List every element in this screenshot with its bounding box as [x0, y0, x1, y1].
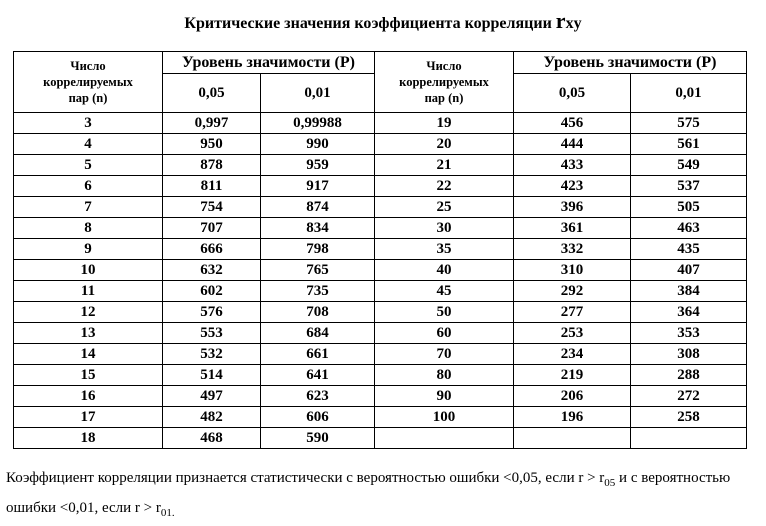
table-row — [14, 260, 747, 281]
cell-left-n: 10 — [14, 260, 163, 281]
table-body — [14, 113, 747, 449]
cell-left-n: 14 — [14, 344, 163, 365]
table-row — [14, 134, 747, 155]
table-row — [14, 176, 747, 197]
table-row — [14, 302, 747, 323]
cell-right-p01: 353 — [631, 323, 747, 344]
cell-right-n — [375, 428, 514, 449]
critical-values-table — [13, 51, 747, 449]
cell-left-p05: 497 — [163, 386, 261, 407]
cell-right-p05: 433 — [514, 155, 631, 176]
cell-left-p01: 606 — [261, 407, 375, 428]
table-row — [14, 407, 747, 428]
cell-left-p05: 553 — [163, 323, 261, 344]
cell-right-p01 — [631, 428, 747, 449]
cell-left-p01: 661 — [261, 344, 375, 365]
cell-right-n: 35 — [375, 239, 514, 260]
table-row — [14, 428, 747, 449]
cell-left-p05: 707 — [163, 218, 261, 239]
title-symbol: r — [555, 8, 566, 33]
cell-left-n: 18 — [14, 428, 163, 449]
header-n-right: Число коррелируемых пар (n) — [375, 52, 514, 113]
cell-right-p01: 561 — [631, 134, 747, 155]
header-p01-left: 0,01 — [261, 74, 375, 113]
cell-right-p01: 575 — [631, 113, 747, 134]
cell-right-p01: 384 — [631, 281, 747, 302]
table-row — [14, 386, 747, 407]
cell-right-p05: 277 — [514, 302, 631, 323]
page-title — [0, 8, 766, 34]
cell-left-p05: 468 — [163, 428, 261, 449]
cell-left-p01: 917 — [261, 176, 375, 197]
cell-right-p01: 272 — [631, 386, 747, 407]
table-row — [14, 155, 747, 176]
cell-right-n: 22 — [375, 176, 514, 197]
table-row — [14, 344, 747, 365]
cell-left-n: 15 — [14, 365, 163, 386]
cell-left-p05: 632 — [163, 260, 261, 281]
cell-left-n: 4 — [14, 134, 163, 155]
cell-left-p05: 532 — [163, 344, 261, 365]
cell-right-p05: 444 — [514, 134, 631, 155]
cell-left-p01: 623 — [261, 386, 375, 407]
cell-right-p01: 505 — [631, 197, 747, 218]
cell-left-p01: 959 — [261, 155, 375, 176]
cell-left-p05: 602 — [163, 281, 261, 302]
cell-left-n: 11 — [14, 281, 163, 302]
header-level-right: Уровень значимости (Р) — [514, 52, 747, 74]
cell-left-n: 17 — [14, 407, 163, 428]
cell-left-p05: 514 — [163, 365, 261, 386]
cell-left-p05: 482 — [163, 407, 261, 428]
cell-right-p01: 407 — [631, 260, 747, 281]
cell-right-p05: 396 — [514, 197, 631, 218]
cell-left-n: 9 — [14, 239, 163, 260]
table-row — [14, 365, 747, 386]
cell-left-p01: 765 — [261, 260, 375, 281]
cell-right-p05: 206 — [514, 386, 631, 407]
cell-right-n: 25 — [375, 197, 514, 218]
cell-right-n: 40 — [375, 260, 514, 281]
cell-left-p01: 834 — [261, 218, 375, 239]
cell-left-p05: 666 — [163, 239, 261, 260]
cell-right-p01: 435 — [631, 239, 747, 260]
cell-right-n: 19 — [375, 113, 514, 134]
cell-right-n: 100 — [375, 407, 514, 428]
header-n-left: Число коррелируемых пар (n) — [14, 52, 163, 113]
cell-right-n: 30 — [375, 218, 514, 239]
table-row — [14, 239, 747, 260]
cell-left-n: 13 — [14, 323, 163, 344]
cell-left-n: 7 — [14, 197, 163, 218]
cell-left-p01: 708 — [261, 302, 375, 323]
cell-right-n: 20 — [375, 134, 514, 155]
cell-right-p05: 234 — [514, 344, 631, 365]
cell-left-p05: 754 — [163, 197, 261, 218]
cell-right-p05: 423 — [514, 176, 631, 197]
cell-right-p01: 258 — [631, 407, 747, 428]
table-row — [14, 197, 747, 218]
cell-right-p05: 456 — [514, 113, 631, 134]
cell-right-p05: 219 — [514, 365, 631, 386]
table-row — [14, 323, 747, 344]
title-subscript: xy — [565, 15, 582, 32]
header-p05-right: 0,05 — [514, 74, 631, 113]
cell-left-p05: 811 — [163, 176, 261, 197]
header-level-left: Уровень значимости (Р) — [163, 52, 375, 74]
cell-left-n: 8 — [14, 218, 163, 239]
cell-right-p01: 463 — [631, 218, 747, 239]
table-row — [14, 113, 747, 134]
cell-left-p01: 990 — [261, 134, 375, 155]
cell-right-n: 50 — [375, 302, 514, 323]
cell-left-p05: 0,997 — [163, 113, 261, 134]
cell-right-p05: 253 — [514, 323, 631, 344]
cell-right-p05: 332 — [514, 239, 631, 260]
cell-right-p01: 537 — [631, 176, 747, 197]
cell-left-n: 5 — [14, 155, 163, 176]
cell-left-n: 3 — [14, 113, 163, 134]
cell-left-p05: 950 — [163, 134, 261, 155]
cell-right-p05: 196 — [514, 407, 631, 428]
cell-left-p05: 576 — [163, 302, 261, 323]
cell-left-n: 16 — [14, 386, 163, 407]
cell-left-p01: 684 — [261, 323, 375, 344]
cell-left-p01: 641 — [261, 365, 375, 386]
cell-right-n: 90 — [375, 386, 514, 407]
cell-right-n: 60 — [375, 323, 514, 344]
cell-left-p01: 735 — [261, 281, 375, 302]
cell-right-p05: 292 — [514, 281, 631, 302]
cell-left-p01: 590 — [261, 428, 375, 449]
cell-right-p01: 288 — [631, 365, 747, 386]
cell-right-p01: 308 — [631, 344, 747, 365]
header-p05-left: 0,05 — [163, 74, 261, 113]
cell-left-p01: 0,99988 — [261, 113, 375, 134]
title-text: Критические значения коэффициента корреляции — [184, 15, 556, 32]
cell-right-n: 70 — [375, 344, 514, 365]
cell-left-p05: 878 — [163, 155, 261, 176]
cell-left-n: 12 — [14, 302, 163, 323]
cell-right-p01: 364 — [631, 302, 747, 323]
cell-right-n: 45 — [375, 281, 514, 302]
cell-right-n: 80 — [375, 365, 514, 386]
cell-left-p01: 798 — [261, 239, 375, 260]
cell-right-p01: 549 — [631, 155, 747, 176]
table-row — [14, 218, 747, 239]
cell-left-n: 6 — [14, 176, 163, 197]
cell-right-p05 — [514, 428, 631, 449]
cell-right-p05: 310 — [514, 260, 631, 281]
cell-right-p05: 361 — [514, 218, 631, 239]
cell-right-n: 21 — [375, 155, 514, 176]
footnote: Коэффициент корреляции признается статистически с вероятностью ошибки <0,05, если $r > r_{05}$ и с вероятностью ошибки <0,01, если $r > r_{01.}$ — [6, 470, 731, 519]
header-p01-right: 0,01 — [631, 74, 747, 113]
cell-left-p01: 874 — [261, 197, 375, 218]
table-row — [14, 281, 747, 302]
